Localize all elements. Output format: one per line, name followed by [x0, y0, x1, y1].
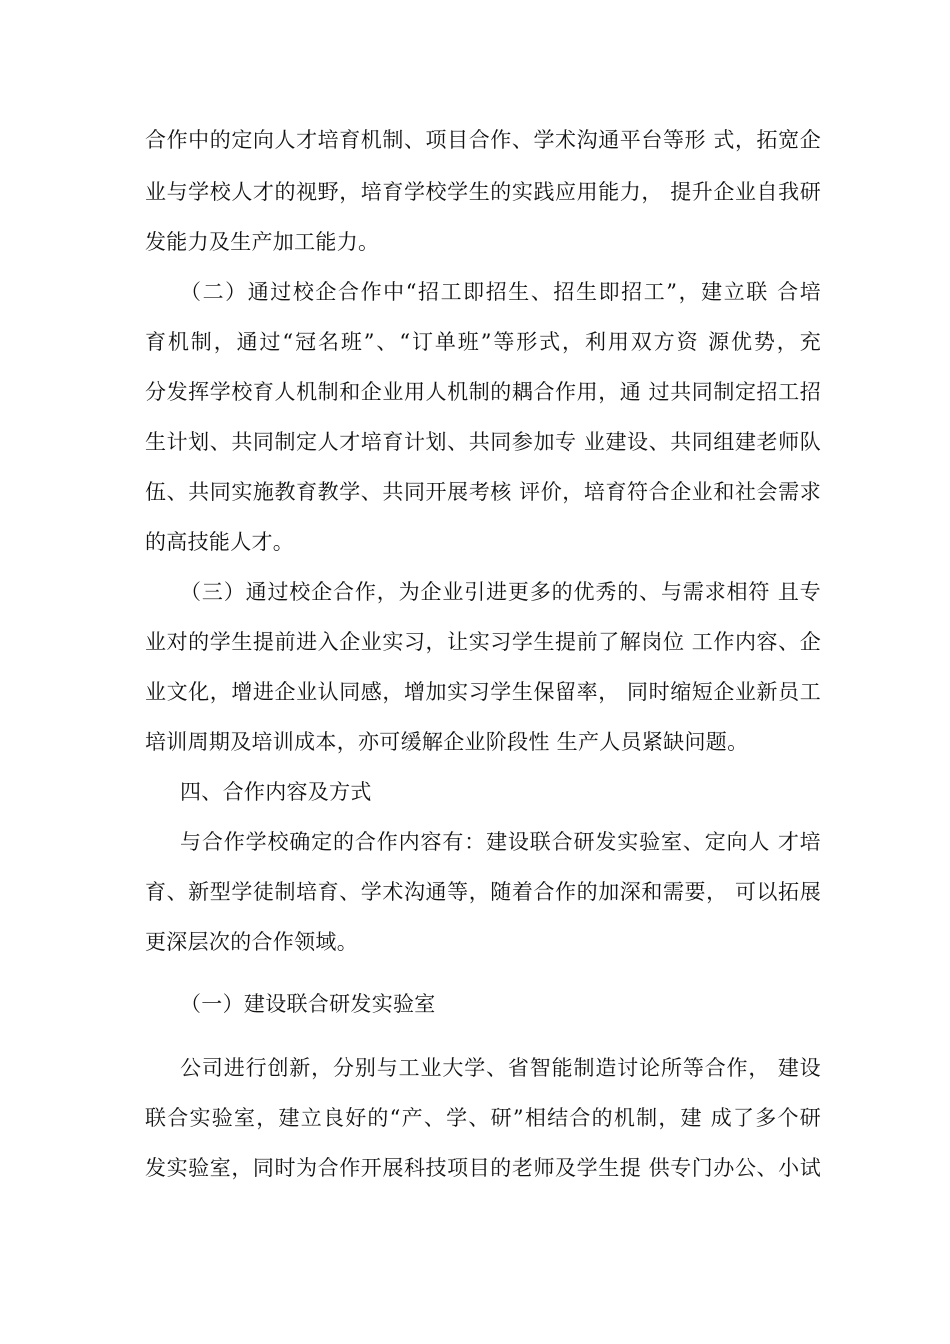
- text-line: 育、新型学徒制培育、学术沟通等，随着合作的加深和需要， 可以拓展: [145, 880, 821, 904]
- text-line: 与合作学校确定的合作内容有：建设联合研发实验室、定向人 才培: [180, 830, 821, 854]
- text-line: 发能力及生产加工能力。: [145, 230, 380, 254]
- text-line: （三）通过校企合作，为企业引进更多的优秀的、与需求相符 且专: [180, 580, 821, 604]
- text-line: 培训周期及培训成本，亦可缓解企业阶段性 生产人员紧缺问题。: [145, 730, 749, 754]
- text-line: 分发挥学校育人机制和企业用人机制的耦合作用，通 过共同制定招工招: [145, 380, 821, 404]
- text-line: 发实验室，同时为合作开展科技项目的老师及学生提 供专门办公、小试: [145, 1156, 821, 1180]
- text-line: 生计划、共同制定人才培育计划、共同参加专 业建设、共同组建老师队: [145, 430, 821, 454]
- text-line: 业与学校人才的视野，培育学校学生的实践应用能力， 提升企业自我研: [145, 180, 821, 204]
- text-line: 的高技能人才。: [145, 530, 295, 554]
- text-line: 业对的学生提前进入企业实习，让实习学生提前了解岗位 工作内容、企: [145, 630, 821, 654]
- text-line: 更深层次的合作领域。: [145, 930, 358, 954]
- subsection-heading: （一）建设联合研发实验室: [180, 992, 436, 1016]
- text-line: （二）通过校企合作中“招工即招生、招生即招工”，建立联 合培: [180, 280, 821, 304]
- text-line: 联合实验室，建立良好的“产、学、研”相结合的机制，建 成了多个研: [145, 1106, 821, 1130]
- text-line: 伍、共同实施教育教学、共同开展考核 评价，培育符合企业和社会需求: [145, 480, 821, 504]
- text-line: 公司进行创新，分别与工业大学、省智能制造讨论所等合作， 建设: [180, 1056, 821, 1080]
- text-line: 合作中的定向人才培育机制、项目合作、学术沟通平台等形 式，拓宽企: [145, 128, 821, 152]
- text-line: 育机制，通过“冠名班”、“订单班”等形式，利用双方资 源优势，充: [145, 330, 821, 354]
- text-line: 业文化，增进企业认同感，增加实习学生保留率， 同时缩短企业新员工: [145, 680, 821, 704]
- section-heading: 四、合作内容及方式: [180, 780, 372, 804]
